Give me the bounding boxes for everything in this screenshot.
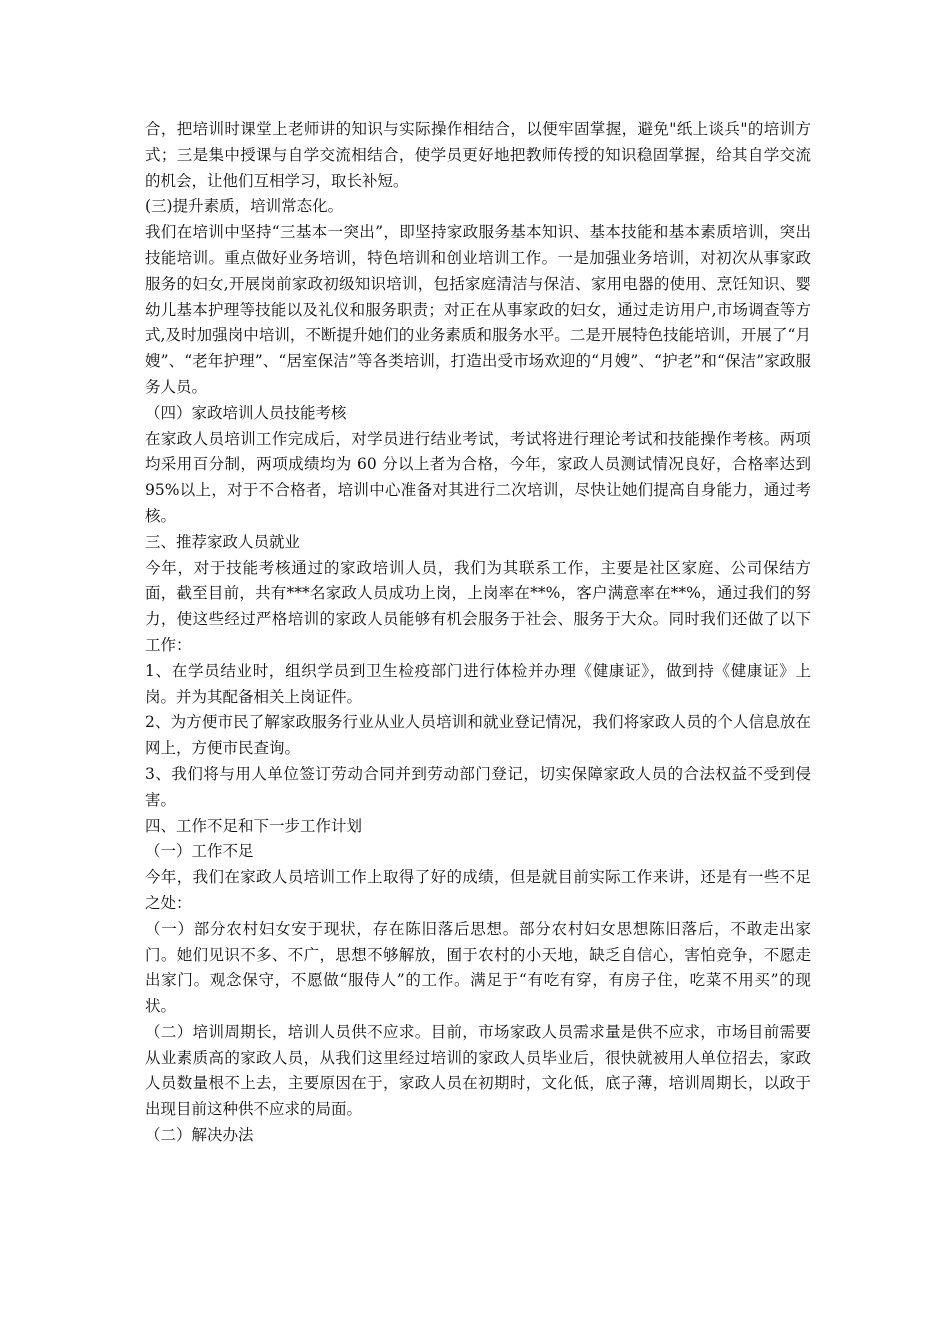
document-body <box>145 117 811 1149</box>
paragraph-rural-women: （一）部分农村妇女安于现状，存在陈旧落后思想。部分农村妇女思想陈旧落后，不敢走出家门。她们见识不多、不广，思想不够解放，囿于农村的小天地，缺乏自信心，害怕竞争，不愿走出家门。观念保守，不愿做“服侍人”的工作。满足于“有吃有穿，有房子住，吃菜不用买”的现状。 <box>145 919 811 1016</box>
paragraph-assessment: 在家政人员培训工作完成后，对学员进行结业考试，考试将进行理论考试和技能操作考核。两项均采用百分制，两项成绩均为 60 分以上者为合格，今年，家政人员测试情况良好，合格率达到 95%以上，对于不合格者，培训中心准备对其进行二次培训，尽快让她们提高自身能力，通过考核。 <box>145 429 811 525</box>
paragraph-three-basics: 我们在培训中坚持“三基本一突出”，即坚持家政服务基本知识、基本技能和基本素质培训，突出技能培训。重点做好业务培训，特色培训和创业培训工作。一是加强业务培训，对初次从事家政服务的妇女,开展岗前家政初级知识培训，包括家庭清洁与保洁、家用电器的使用、烹饪知识、婴幼儿基本护理等技能以及礼仪和服务职责；对正在从事家政的妇女，通过走访用户,市场调查等方式,及时加强岗中培训，不断提升她们的业务素质和服务水平。二是开展特色技能培训，开展了“月嫂”、“老年护理”、“居室保洁”等各类培训，打造出受市场欢迎的“月嫂”、“护老”和“保洁”家政服务人员。 <box>145 223 811 396</box>
list-item-labor-contract: 3、我们将与用人单位签订劳动合同并到劳动部门登记，切实保障家政人员的合法权益不受到侵害。 <box>145 764 811 809</box>
heading-improve-quality: (三)提升素质，培训常态化。 <box>145 197 344 216</box>
paragraph-training-methods: 合，把培训时课堂上老师讲的知识与实际操作相结合，以便牢固掌握，避免"纸上谈兵"的培训方式；三是集中授课与自学交流相结合，使学员更好地把教师传授的知识稳固掌握，给其自学交流的机会，让他们互相学习，取长补短。 <box>145 120 811 190</box>
paragraph-shortcomings-intro: 今年，我们在家政人员培训工作上取得了好的成绩，但是就目前实际工作来讲，还是有一些不足之处： <box>145 868 811 912</box>
heading-employment: 三、推荐家政人员就业 <box>145 532 301 551</box>
heading-solutions: （二）解决办法 <box>145 1126 254 1145</box>
heading-skill-assessment: （四）家政培训人员技能考核 <box>145 403 347 422</box>
heading-shortcomings-plan: 四、工作不足和下一步工作计划 <box>145 816 363 835</box>
paragraph-training-cycle: （二）培训周期长，培训人员供不应求。目前，市场家政人员需求量是供不应求，市场目前需要从业素质高的家政人员，从我们这里经过培训的家政人员毕业后，很快就被用人单位招去，家政人员数量根不上去，主要原因在于，家政人员在初期时，文化低，底子薄，培训周期长，以政于出现目前这种供不应求的局面。 <box>145 1022 811 1119</box>
paragraph-employment: 今年，对于技能考核通过的家政培训人员，我们为其联系工作，主要是社区家庭、公司保结方面，截至目前，共有***名家政人员成功上岗，上岗率在**%，客户满意率在**%，通过我们的努力，使这些经过严格培训的家政人员能够有机会服务于社会、服务于大众。同时我们还做了以下工作： <box>145 558 811 654</box>
heading-shortcomings: （一）工作不足 <box>145 842 254 861</box>
list-item-health-certificate: 1、在学员结业时，组织学员到卫生检疫部门进行体检并办理《健康证》，做到持《健康证》上岗。并为其配备相关上岗证件。 <box>145 661 811 706</box>
list-item-online-info: 2、为方便市民了解家政服务行业从业人员培训和就业登记情况，我们将家政人员的个人信息放在网上，方便市民查询。 <box>145 713 811 758</box>
